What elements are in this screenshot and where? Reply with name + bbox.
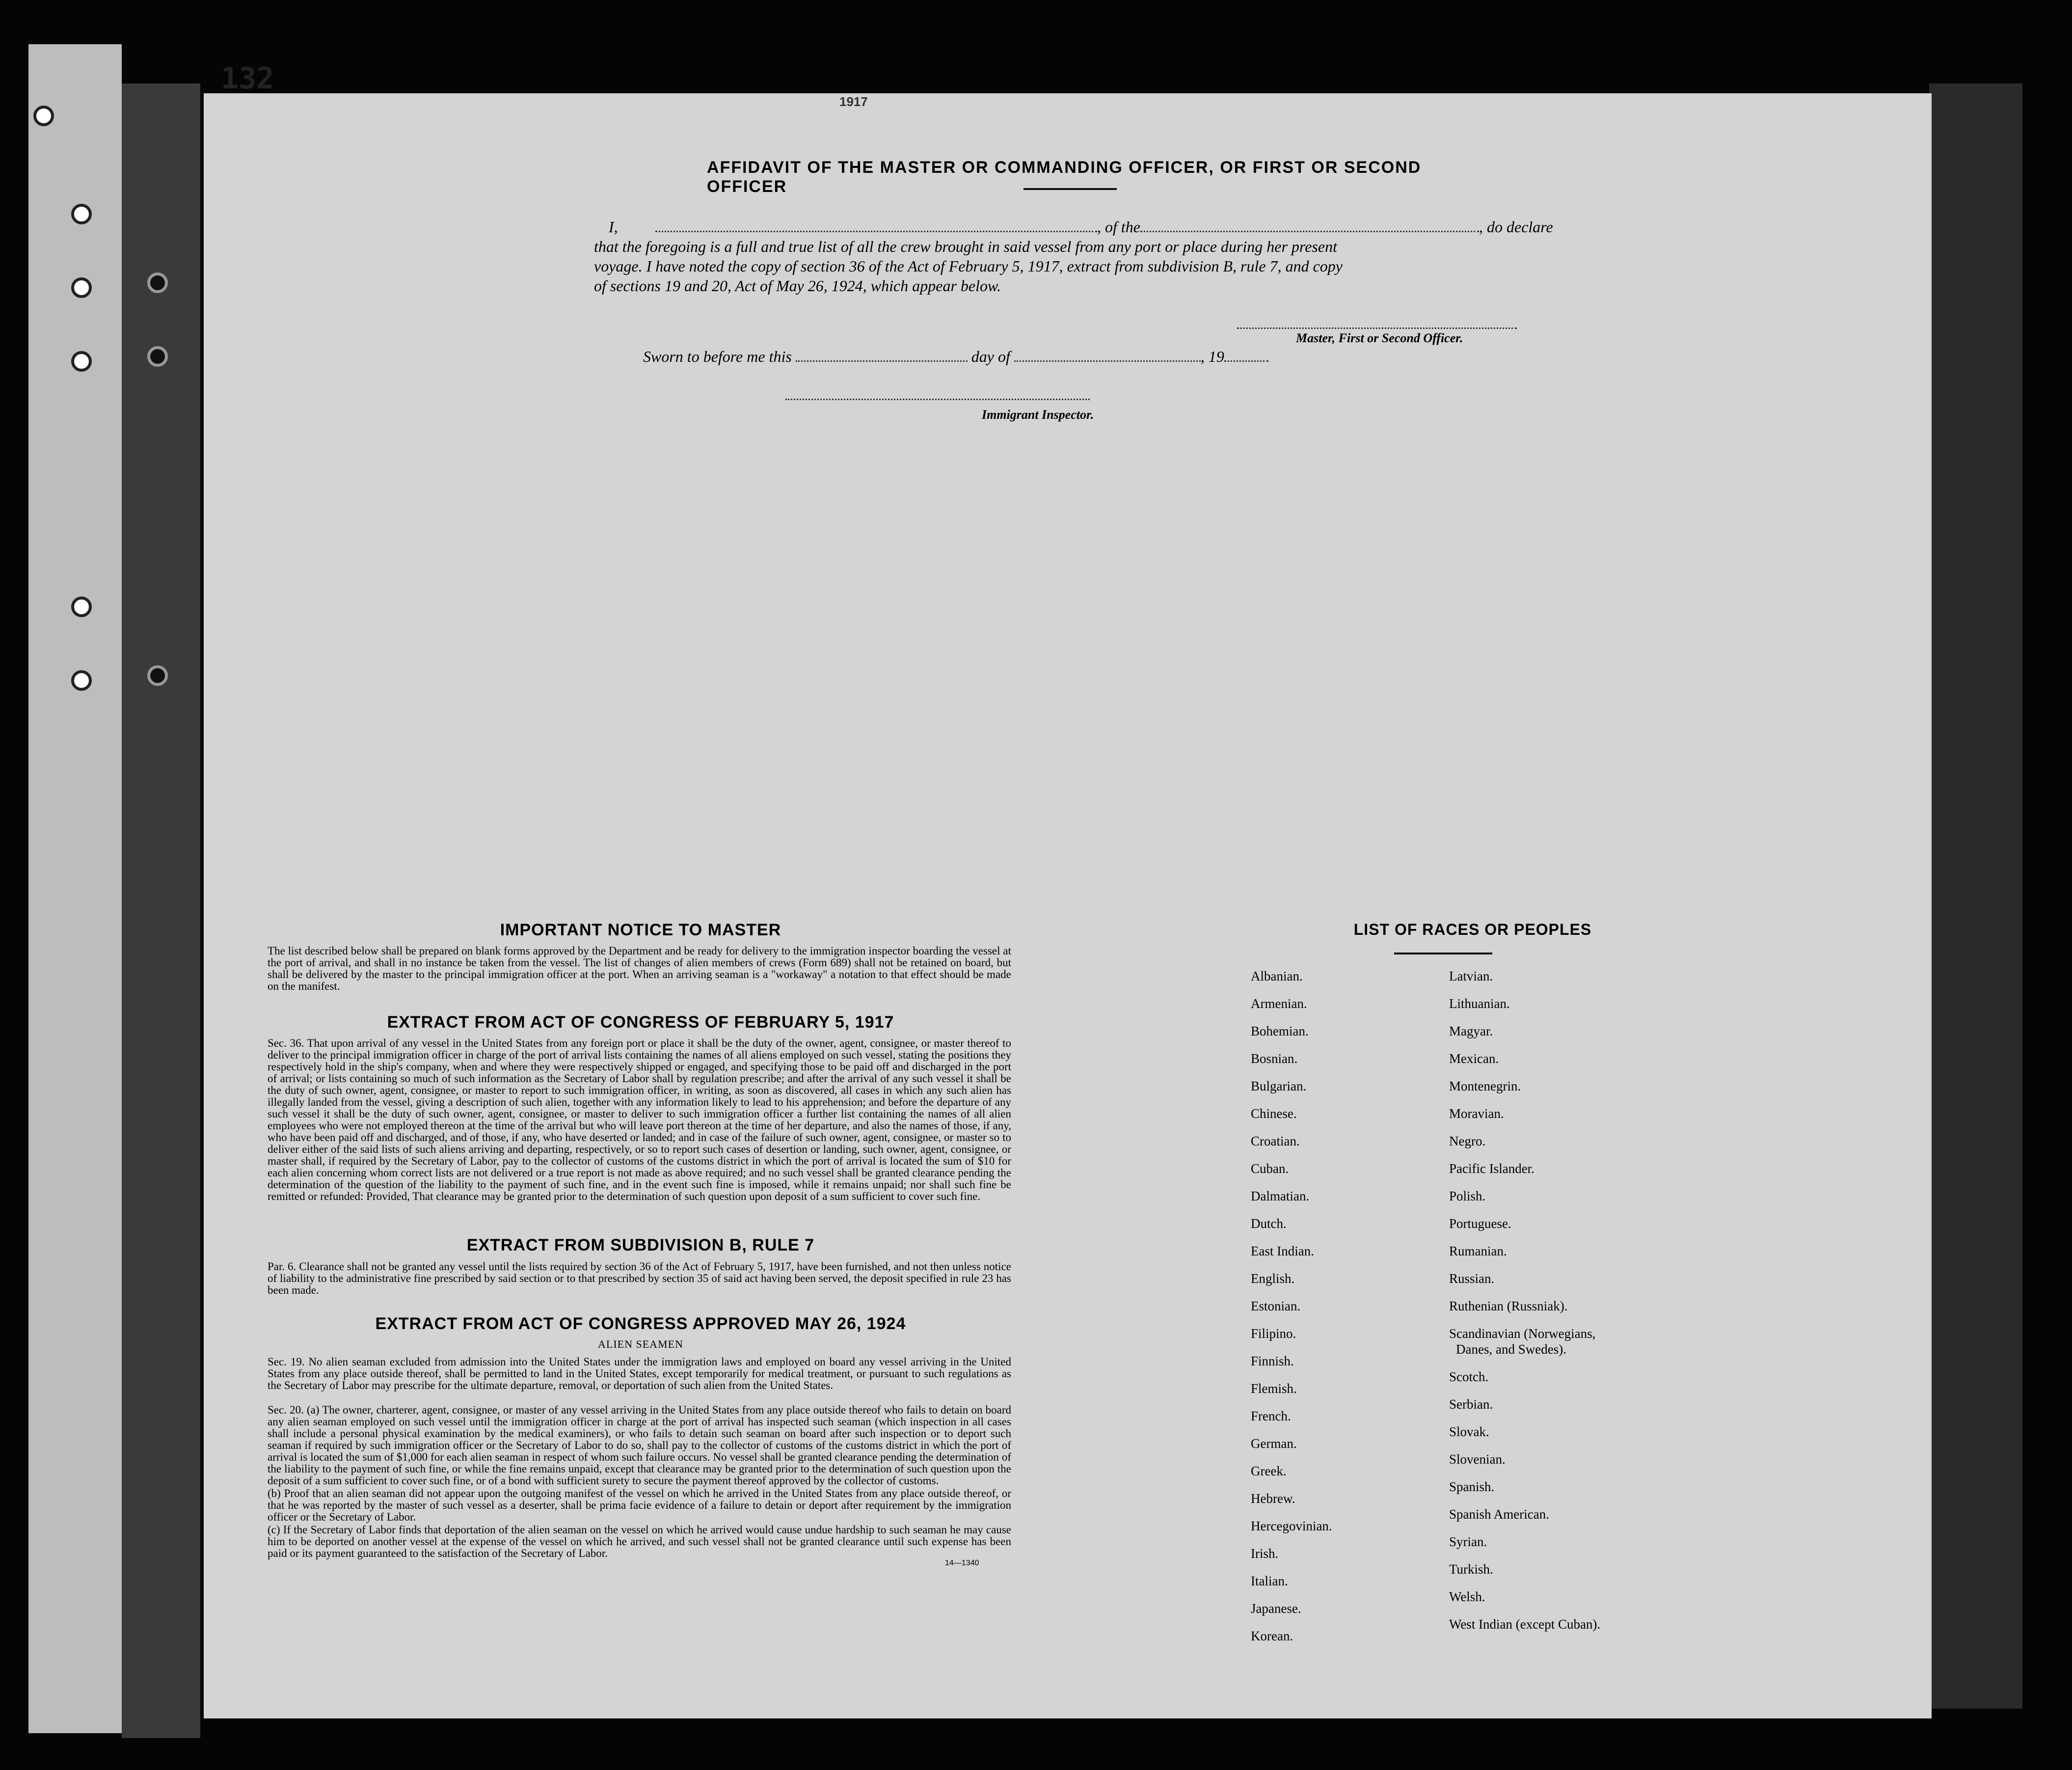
race-item: Magyar. [1449,1024,1493,1038]
race-item: Hercegovinian. [1251,1519,1332,1533]
race-item: Turkish. [1449,1562,1493,1577]
binder-hole [147,346,168,367]
race-item: Slovak. [1449,1424,1489,1439]
binder-hole [71,351,92,372]
rule7-title: EXTRACT FROM SUBDIVISION B, RULE 7 [466,1236,815,1254]
binder-hole [71,204,92,224]
race-item: Polish. [1449,1189,1486,1203]
race-item: Ruthenian (Russniak). [1449,1299,1568,1313]
binder-hole [33,106,54,126]
race-item: Dutch. [1251,1216,1287,1231]
race-item: Bohemian. [1251,1024,1309,1038]
race-item: Bosnian. [1251,1051,1298,1066]
race-item: Scandinavian (Norwegians, [1449,1326,1596,1341]
race-item: Croatian. [1251,1134,1300,1148]
scan-edge-shadow [1929,83,2022,1709]
notice-text: The list described below shall be prepared on blank forms approved by the Department and be ready for delivery to the immigration inspector boarding the vessel at the port of arrival, and shall in no instance be taken from the vessel. The list of changes of alien members of crews (Form 689) shall not be retained on board, but shall be delivered by the master to the principal immigration officer at the port. When an arriving seaman is a "workaway" a notation to that effect should be made on the manifest. [268,945,1011,992]
races-title: LIST OF RACES OR PEOPLES [1353,921,1592,938]
sworn-month-field[interactable] [1014,360,1201,362]
race-item: Spanish. [1449,1479,1495,1494]
master-signature-field[interactable] [1237,322,1517,329]
race-item: Filipino. [1251,1326,1296,1341]
affidavit-line-1 [594,217,1551,237]
race-item: Russian. [1449,1271,1495,1286]
race-item: Latvian. [1449,969,1493,983]
year-prefix-label: , 19 [1200,348,1224,365]
of-the-label: , of the [1097,218,1140,236]
race-item: Syrian. [1449,1534,1487,1549]
notice-title: IMPORTANT NOTICE TO MASTER [500,921,781,939]
race-item: Lithuanian. [1449,996,1510,1011]
rule7-text: Par. 6. Clearance shall not be granted any vessel until the lists required by section 36 of the Act of February 5, 1917, have been furnished, and not then unless notice of liability to the administrative fine prescribed by said section or to that prescribed by section 35 of said act having been served, the deposit specified in rule 23 has been made. [268,1261,1011,1296]
form-code: 14—1340 [945,1559,979,1567]
sworn-line [643,348,1268,366]
affidavit-line-4: of sections 19 and 20, Act of May 26, 1924, which appear below. [594,277,1001,295]
race-item: Estonian. [1251,1299,1301,1313]
race-item: Korean. [1251,1629,1293,1643]
affidavit-line-3: voyage. I have noted the copy of section 36 of the Act of February 5, 1917, extract from subdivision B, rule 7, and copy [594,257,1343,275]
race-item: German. [1251,1436,1297,1451]
race-item: Slovenian. [1449,1452,1506,1467]
binder-hole [71,277,92,298]
race-item: Rumanian. [1449,1244,1507,1258]
sec20b-text: (b) Proof that an alien seaman did not appear upon the outgoing manifest of the vessel on which he arrived in the United States from any place outside thereof, or that he was reported by the master of such vessel as a deserter, shall be prima facie evidence of a failure to detain or deport after requirement by the immigration officer or the Secretary of Labor. [268,1488,1011,1523]
race-item: Hebrew. [1251,1491,1295,1506]
race-item: Cuban. [1251,1161,1289,1176]
race-item: Japanese. [1251,1601,1301,1616]
alien-seamen-subtitle: ALIEN SEAMEN [598,1338,683,1350]
race-item: Italian. [1251,1574,1288,1588]
race-item: Danes, and Swedes). [1456,1342,1566,1357]
affidavit-i-label: I, [609,218,618,236]
extract-1924-title: EXTRACT FROM ACT OF CONGRESS APPROVED MAY 26, 1924 [375,1314,906,1333]
race-item: Flemish. [1251,1381,1297,1396]
sec19-text: Sec. 19. No alien seaman excluded from admission into the United States under the immigration laws and employed on board any vessel arriving in the United States from any place outside thereof, shall be permitted to land in the United States, except temporarily for medical treatment, or pursuant to such regulations as the Secretary of Labor may prescribe for the ultimate departure, removal, or deportation of such alien from the United States. [268,1356,1011,1391]
race-item: Portuguese. [1449,1216,1511,1231]
sworn-day-field[interactable] [796,360,968,362]
races-column-1 [1251,962,1332,1650]
master-signature-label: Master, First or Second Officer. [1296,331,1463,345]
affidavit-title: AFFIDAVIT OF THE MASTER OR COMMANDING OFFICER, OR FIRST OR SECOND OFFICER [707,158,1422,196]
binder-hole [147,665,168,686]
race-item: Welsh. [1449,1589,1485,1604]
race-item: Moravian. [1449,1106,1504,1121]
binding-shadow [122,83,200,1738]
sec20c-text: (c) If the Secretary of Labor finds that deportation of the alien seaman on the vessel on which he arrived would cause undue hardship to such seaman he may cause him to be deported on another vessel at the expense of the vessel on which he arrived, and such vessel shall not be granted clearance until such expense has been paid or its payment guaranteed to the satisfaction of the Secretary of Labor. [268,1524,1011,1559]
race-item: French. [1251,1409,1291,1423]
race-item: Mexican. [1449,1051,1499,1066]
affidavit-line-2: that the foregoing is a full and true list of all the crew brought in said vessel from any port or place during her present [594,238,1337,255]
race-item: Armenian. [1251,996,1307,1011]
race-item: Spanish American. [1449,1507,1549,1522]
binder-strip [28,44,122,1733]
race-item: Negro. [1449,1134,1486,1148]
races-title-rule [1394,953,1492,954]
race-item: West Indian (except Cuban). [1449,1617,1601,1632]
race-item: Dalmatian. [1251,1189,1310,1203]
race-item: Serbian. [1449,1397,1493,1412]
race-item: Bulgarian. [1251,1079,1307,1093]
race-item: Irish. [1251,1546,1279,1561]
binder-hole [71,597,92,617]
race-item: Finnish. [1251,1354,1294,1368]
race-item: Chinese. [1251,1106,1297,1121]
page-number: 132 [221,61,274,96]
do-declare-label: , do declare [1479,218,1553,236]
sworn-year-field[interactable] [1224,360,1268,362]
race-item: Albanian. [1251,969,1303,983]
inspector-label: Immigrant Inspector. [982,408,1094,422]
races-column-2 [1449,962,1600,1638]
race-item: Greek. [1251,1464,1287,1478]
race-item: Pacific Islander. [1449,1161,1534,1176]
race-item: English. [1251,1271,1295,1286]
binder-hole [147,272,168,293]
sworn-label: Sworn to before me this [643,348,792,365]
extract-1917-text: Sec. 36. That upon arrival of any vessel in the United States from any foreign port or place it shall be the duty of the owner, agent, consignee, or master thereof to deliver to the principal immigration officer in charge of the port of arrival lists containing the names of all aliens employed on such vessel, stating the positions they respectively hold in the ship's company, when and where they were respectively shipped or engaged, and specifying those to be paid off and discharged in the port of arrival; or lists containing so much of such information as the Secretary of Labor shall by regulation prescribe; and after the arrival of any such vessel it shall be the duty of such owner, agent, consignee, or master to report to such immigration officer, in writing, as soon as discovered, all cases in which any such alien has illegally landed from the vessel, giving a description of such alien, together with any information likely to lead to his apprehension; and before the departure of any such vessel it shall be the duty of such owner, agent, consignee, or master to deliver to such immigration officer a further list containing the names of all alien employees who were not employed thereon at the time of the arrival but who will leave port thereon at the time of her departure, and also the names of those, if any, who have been paid off and discharged, and of those, if any, who have deserted or landed; and in case of the failure of such owner, agent, consignee, or master so to deliver either of the said lists of such aliens arriving and departing, respectively, or so to report such cases of desertion or landing, such owner, agent, consignee, or master shall, if required by the Secretary of Labor, pay to the collector of customs of the customs district in which the port of arrival is located the sum of $10 for each alien concerning whom correct lists are not delivered or a true report is not made as above required; and no such vessel shall be granted clearance pending the determination of the question of the liability to the payment of such fine, and in the event such fine is imposed, while it remains unpaid; nor shall such fine be remitted or refunded: Provided, That clearance may be granted prior to the determination of such question upon deposit of a sum sufficient to cover such fine. [268,1037,1011,1202]
day-of-label: day of [971,348,1010,365]
affidavit-title-rule [1023,188,1117,190]
extract-1917-title: EXTRACT FROM ACT OF CONGRESS OF FEBRUARY 5, 1917 [387,1013,894,1032]
race-item: Montenegrin. [1449,1079,1521,1093]
binder-hole [71,670,92,691]
name-field[interactable] [655,231,1097,232]
vessel-field[interactable] [1140,231,1479,232]
race-item: Scotch. [1449,1369,1489,1384]
race-item: East Indian. [1251,1244,1314,1258]
inspector-signature-field[interactable] [785,393,1090,400]
affidavit-body [594,217,1551,296]
sec20a-text: Sec. 20. (a) The owner, charterer, agent, consignee, or master of any vessel arriving in the United States from any place outside thereof who fails to detain on board any alien seaman employed on such vessel until the immigration officer in charge at the port of arrival has inspected such seaman (which inspection in all cases shall include a personal physical examination by the medical examiners), or who fails to detain such seaman on board after such inspection or to deport such seaman if required by such immigration officer or the Secretary of Labor to do so, shall pay to the collector of customs of the customs district in which the port of arrival is located the sum of $1,000 for each alien seaman in respect of whom such failure occurs. No vessel shall be granted clearance pending the determination of the liability to the payment of such fine, or while the fine remains unpaid, except that clearance may be granted prior to the determination of such question upon the deposit of a sum sufficient to cover such fine, or of a bond with sufficient surety to secure the payment thereof approved by the collector of customs. [268,1404,1011,1487]
top-mark: 1917 [839,94,868,109]
